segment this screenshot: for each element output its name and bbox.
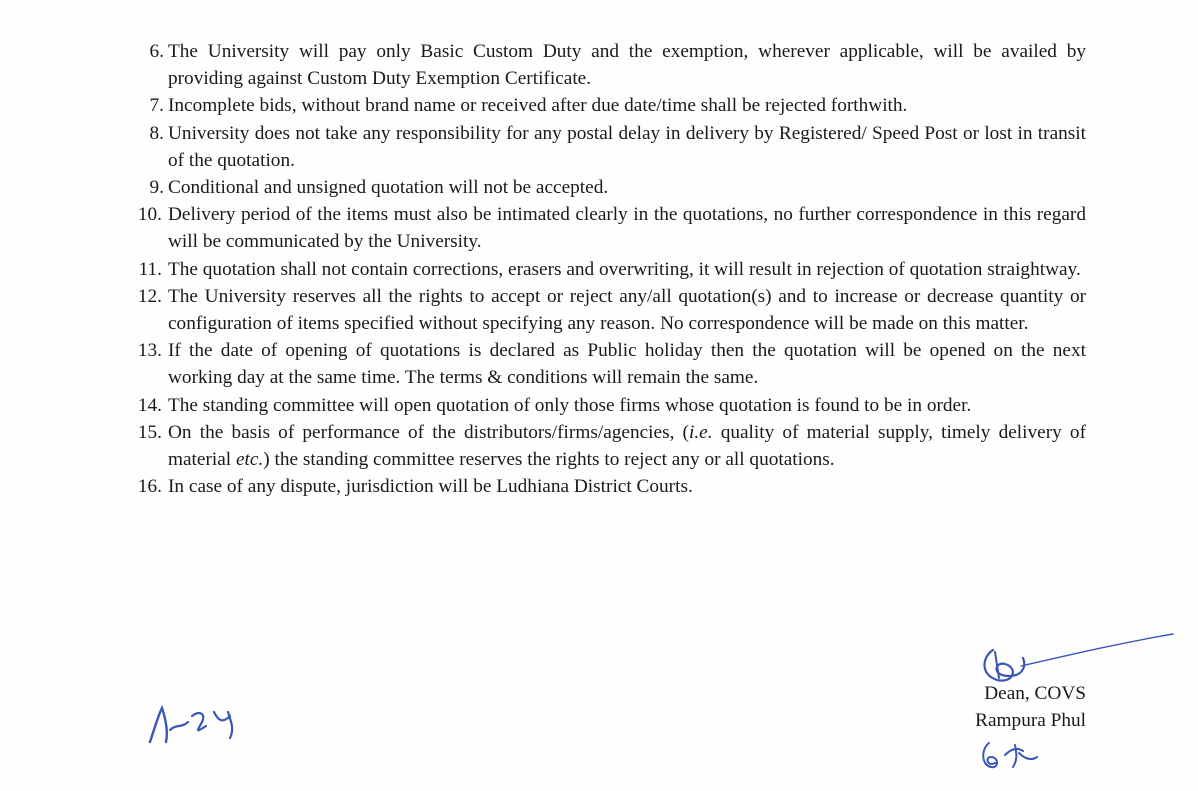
condition-text-segment: If the date of opening of quotations is declared as Public holiday then the quotation will be opened on the next working day at the same time. The terms & conditions will remain the same.: [168, 340, 1086, 389]
condition-text-segment: Delivery period of the items must also be intimated clearly in the quotations, no further correspondence in this regard will be communicated by the University.: [168, 204, 1086, 253]
condition-item: [128, 256, 1086, 283]
condition-text: [168, 340, 1086, 388]
condition-number: 10.: [137, 204, 162, 226]
condition-text: [168, 476, 693, 497]
condition-number: 16.: [137, 476, 162, 498]
condition-text: [168, 123, 1086, 171]
condition-item: [128, 38, 1086, 92]
condition-text-segment: Incomplete bids, without brand name or received after due date/time shall be rejected forthwith.: [168, 95, 908, 117]
condition-text-segment: Conditional and unsigned quotation will not be accepted.: [168, 177, 609, 199]
condition-item: [128, 337, 1086, 391]
condition-text: [168, 41, 1086, 89]
condition-number: 7.: [149, 95, 164, 117]
condition-number: 6.: [149, 41, 164, 62]
condition-text-segment: The University reserves all the rights to accept or reject any/all quotation(s) and to increase or decrease quantity or configuration of items specified without specifying any reason. No correspondence will be made on this matter.: [168, 285, 1086, 335]
condition-text-segment: The quotation shall not contain corrections, erasers and overwriting, it will result in rejection of quotation straightway.: [168, 258, 1081, 280]
condition-text: [168, 177, 608, 198]
condition-text: [168, 95, 907, 116]
condition-number: 15.: [137, 421, 162, 443]
conditions-list: [128, 38, 1086, 500]
signatory-block: [975, 680, 1086, 734]
condition-text: [168, 286, 1086, 334]
condition-text: [168, 395, 971, 416]
condition-text-segment: University does not take any responsibility for any postal delay in delivery by Registered/ Speed Post or lost in transit of the quotation.: [168, 122, 1086, 171]
condition-number: 12.: [137, 285, 162, 307]
condition-text-segment: In case of any dispute, jurisdiction will be Ludhiana District Courts.: [168, 476, 693, 498]
condition-number: 9.: [149, 177, 164, 199]
condition-text: [168, 422, 1086, 470]
condition-text-segment: quality of material supply, timely delivery of material: [168, 421, 1086, 471]
condition-text-segment: ) the standing committee reserves the rights to reject any or all quotations.: [263, 449, 835, 471]
condition-text: [168, 259, 1081, 280]
condition-item: [128, 174, 1086, 201]
condition-text-italic: etc.: [235, 449, 264, 471]
condition-number: 8.: [149, 122, 164, 144]
condition-item: [128, 419, 1086, 473]
condition-text-segment: The standing committee will open quotation of only those firms whose quotation is found to be in order.: [168, 394, 972, 416]
condition-item: [128, 392, 1086, 419]
signatory-designation: Dean, COVS: [984, 683, 1086, 704]
condition-item: [128, 283, 1086, 337]
condition-number: 11.: [138, 258, 162, 280]
condition-item: [128, 92, 1086, 119]
condition-text: [168, 204, 1086, 252]
condition-item: [128, 201, 1086, 255]
condition-text-segment: On the basis of performance of the distributors/firms/agencies, (: [168, 421, 689, 443]
handwritten-initials-bottom: [975, 735, 1055, 775]
handwritten-initials-left: [140, 690, 270, 760]
condition-number: 14.: [137, 394, 162, 416]
condition-text-segment: The University will pay only Basic Custom Duty and the exemption, wherever applicable, will be availed by providing against Custom Duty Exemption Certificate.: [168, 41, 1086, 90]
condition-item: [128, 120, 1086, 174]
signatory-location: Rampura Phul: [975, 710, 1086, 731]
condition-item: [128, 473, 1086, 500]
condition-text-italic: i.e.: [688, 421, 713, 443]
condition-number: 13.: [137, 340, 162, 362]
